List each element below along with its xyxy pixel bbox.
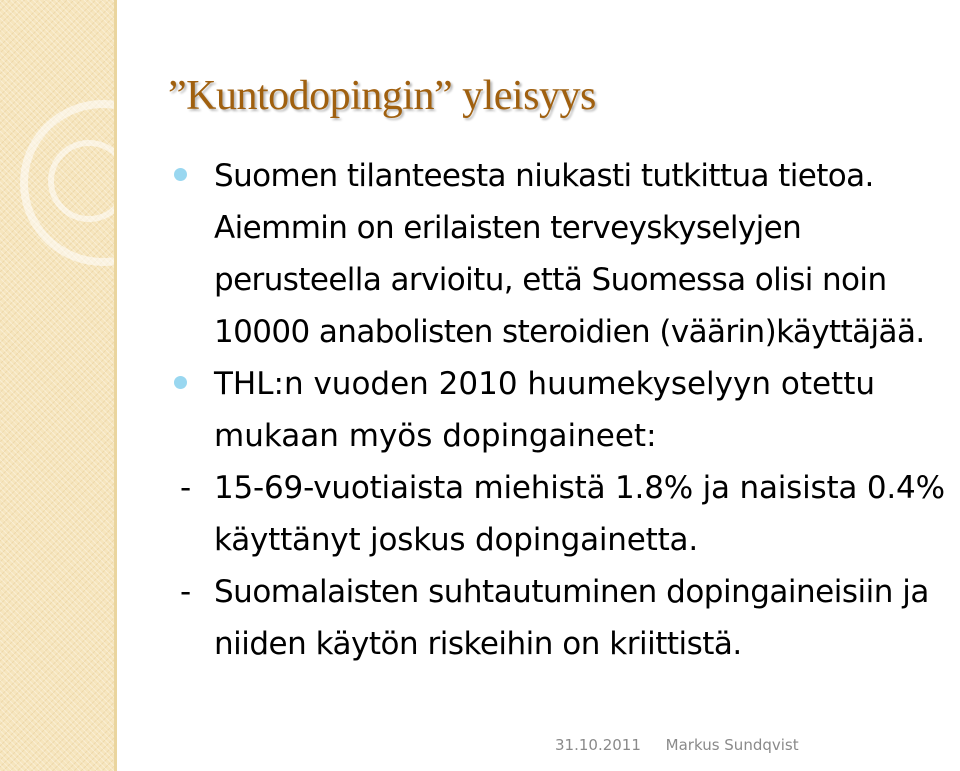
- dash-text-1: 15-69-vuotiaista miehistä 1.8% ja naisista 0.4% käyttänyt joskus dopingainetta.: [214, 470, 945, 558]
- bullet-icon: [174, 168, 187, 181]
- dash-marker: -: [180, 574, 191, 610]
- dash-marker: -: [180, 470, 191, 506]
- bullet-text-2: THL:n vuoden 2010 huumekyselyyn otettu mukaan myös dopingaineet:: [214, 366, 876, 454]
- footer-date: 31.10.2011: [555, 736, 641, 754]
- footer-author: Markus Sundqvist: [665, 736, 799, 754]
- slide-title: ”Kuntodopingin” yleisyys: [168, 73, 596, 119]
- decorative-side-strip: [0, 0, 117, 771]
- dash-text-2: Suomalaisten suhtautuminen dopingaineisiin ja niiden käytön riskeihin on kriittistä.: [214, 574, 929, 662]
- bullet-item-2: [170, 358, 960, 462]
- dash-item-1: [170, 462, 960, 566]
- dash-item-2: [170, 566, 960, 670]
- bullet-item-1: [170, 150, 960, 358]
- bullet-icon: [174, 376, 187, 389]
- strip-edge: [114, 0, 117, 771]
- slide-footer: [555, 736, 799, 754]
- bullet-text-1: Suomen tilanteesta niukasti tutkittua tietoa. Aiemmin on erilaisten terveyskyselyjen perusteella arvioitu, että Suomessa olisi noin 10000 anabolisten steroidien (väärin)käyttäjää.: [214, 158, 925, 350]
- slide-body: [170, 150, 960, 670]
